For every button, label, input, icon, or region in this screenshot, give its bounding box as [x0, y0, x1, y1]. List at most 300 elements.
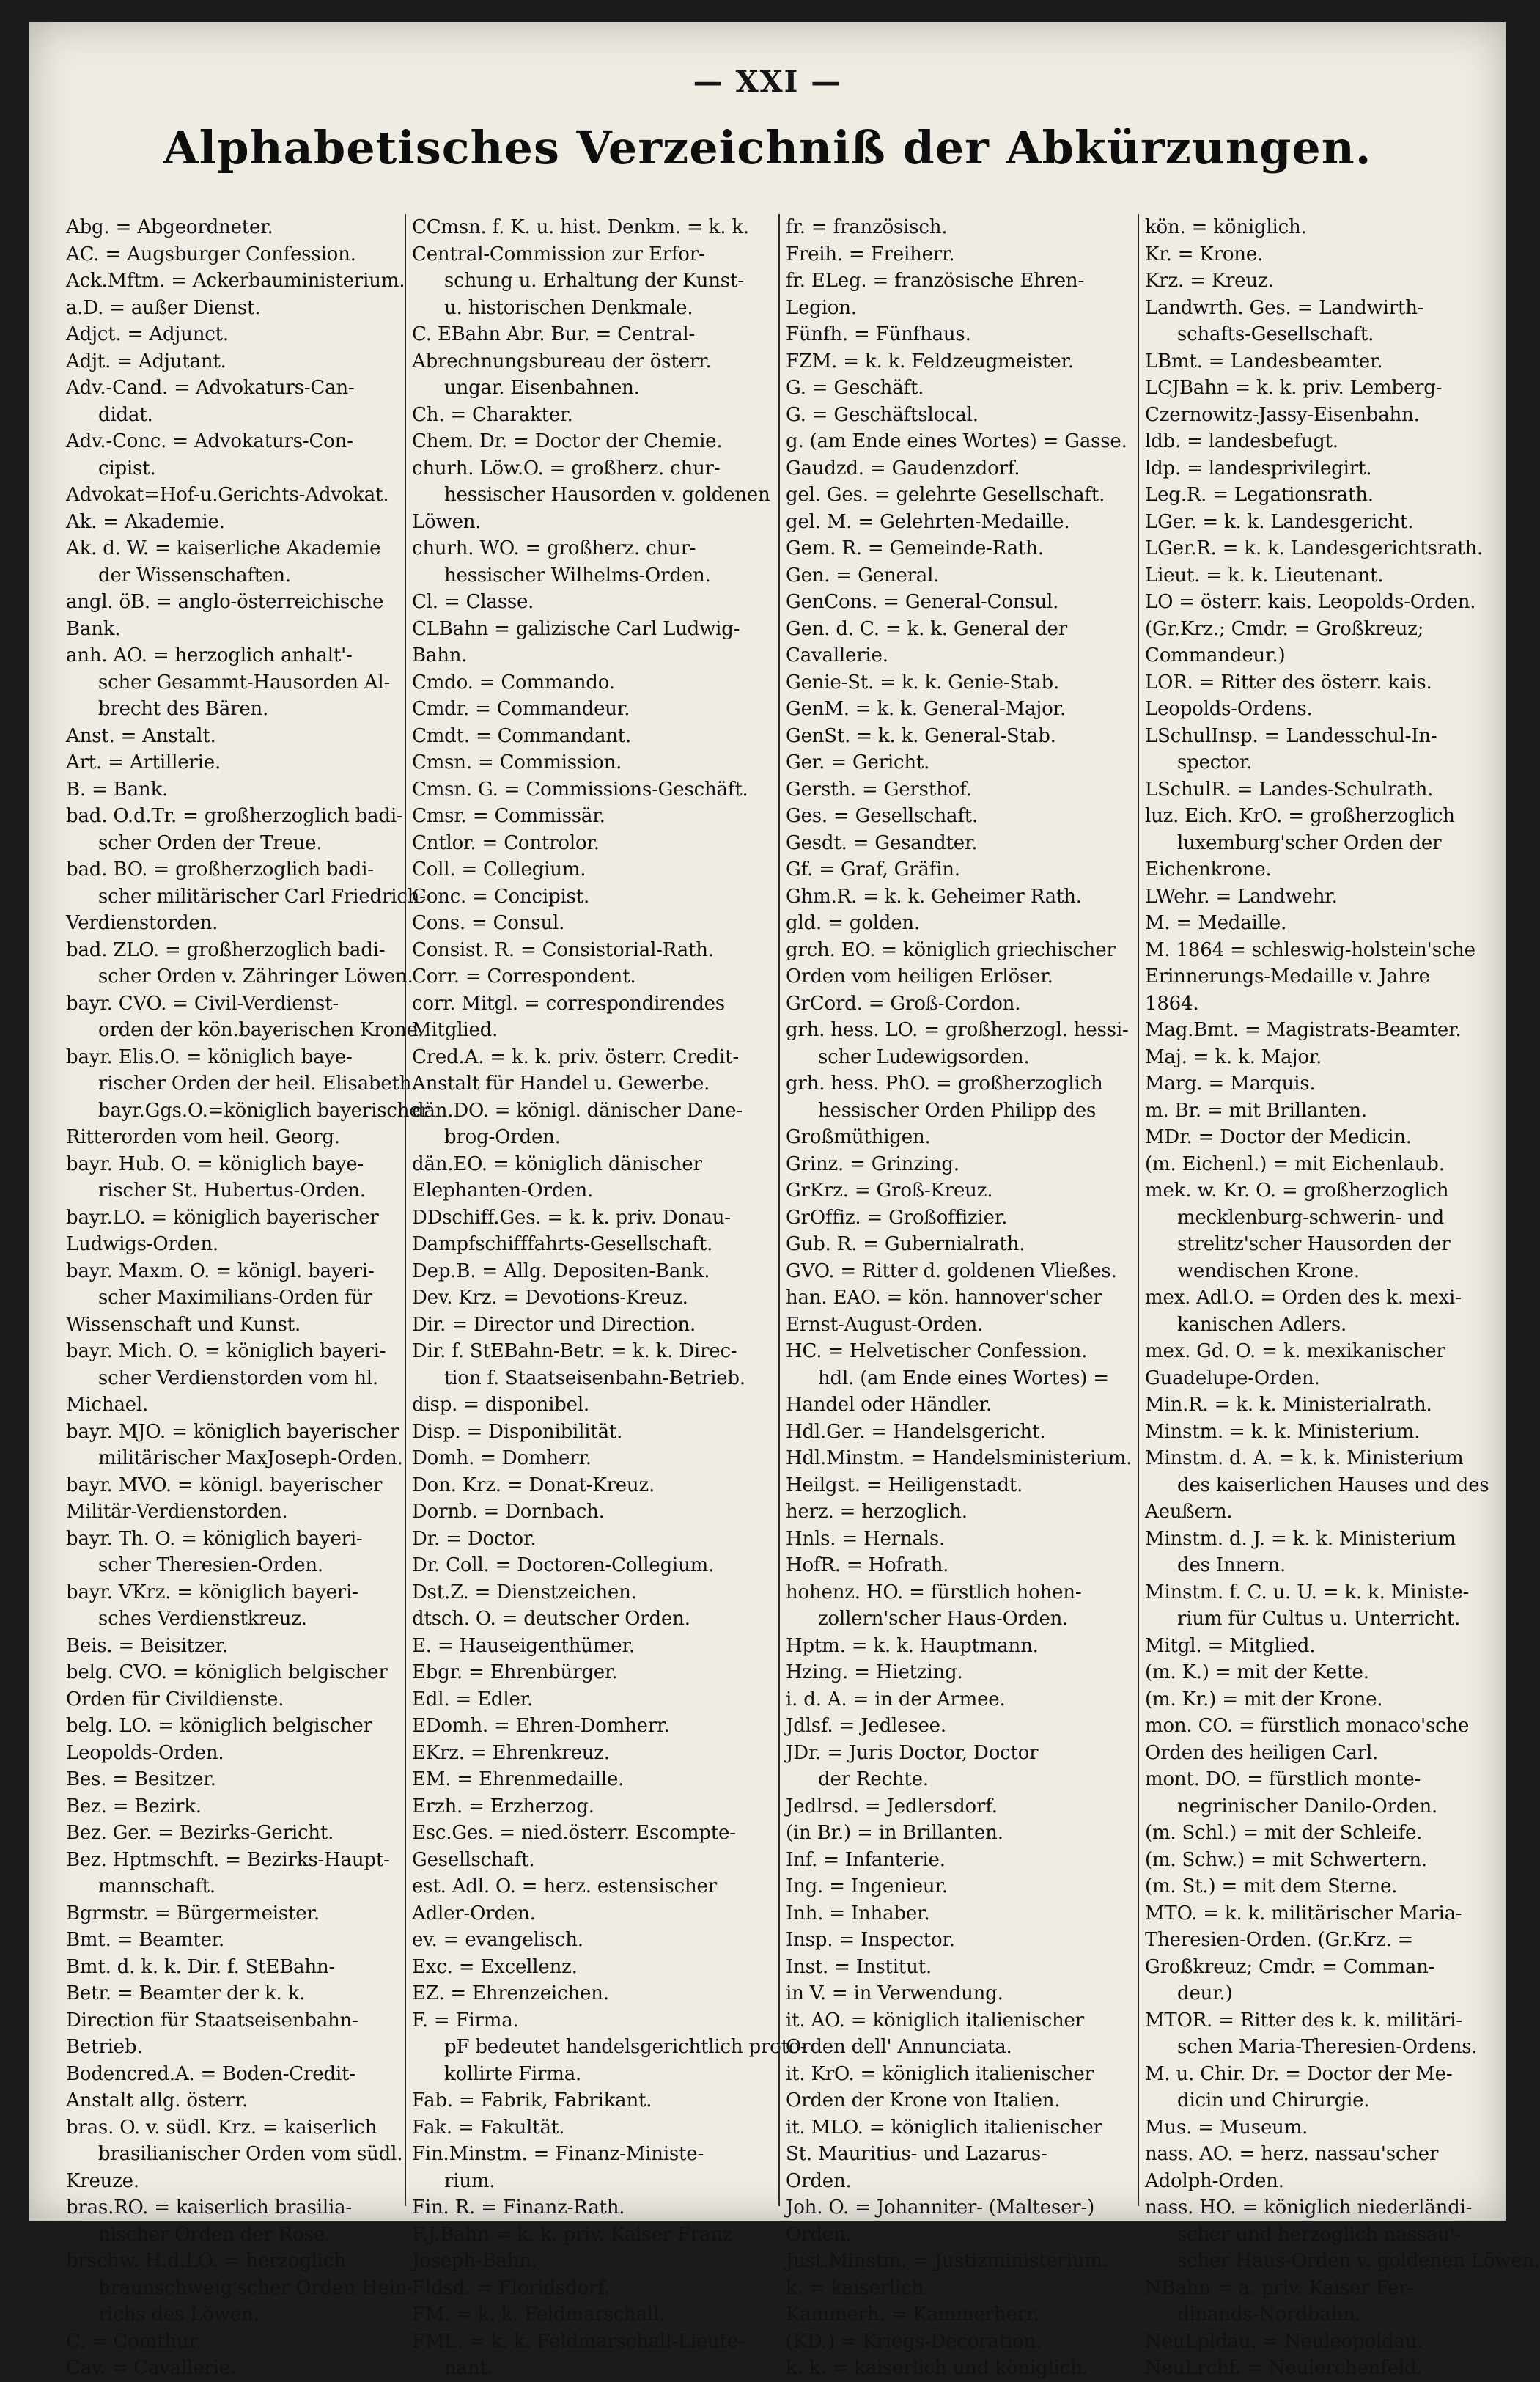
entry-line: Chem. Dr. = Doctor der Chemie. [412, 430, 723, 452]
entry-line: Inh. = Inhaber. [786, 1902, 930, 1925]
entry-line: NBahn = a. priv. Kaiser Fer- [1145, 2276, 1414, 2299]
entry-line: strelitz'scher Hausorden der [1177, 1233, 1451, 1255]
entry-line: Gaudzd. = Gaudenzdorf. [786, 457, 1020, 479]
entry-line: Gen. d. C. = k. k. General der [786, 617, 1067, 640]
entry-line: bad. O.d.Tr. = großherzoglich badi- [66, 805, 403, 827]
entry-line: Orden. [786, 2169, 852, 2192]
entry-line: churh. Löw.O. = großherz. chur- [412, 457, 721, 479]
entry-line: Cmsr. = Commissär. [412, 805, 605, 827]
entry-line: bayr. VKrz. = königlich bayeri- [66, 1581, 358, 1603]
entry-line: han. EAO. = kön. hannover'scher [786, 1287, 1102, 1309]
entry-line: Orden. [786, 2223, 852, 2246]
entry-line: Corr. = Correspondent. [412, 966, 636, 988]
entry-line: gel. M. = Gelehrten-Medaille. [786, 510, 1070, 533]
entry-line: Dev. Krz. = Devotions-Kreuz. [412, 1287, 688, 1309]
entry-line: nass. HO. = königlich niederländi- [1145, 2197, 1473, 2219]
entry-line: Krz. = Kreuz. [1145, 270, 1274, 292]
entry-line: Erzh. = Erzherzog. [412, 1795, 594, 1817]
entry-line: Dornb. = Dornbach. [412, 1501, 605, 1523]
entry-line: EZ. = Ehrenzeichen. [412, 1982, 609, 2004]
entry-line: luxemburg'scher Orden der [1177, 831, 1442, 854]
entry-line: C. EBahn Abr. Bur. = Central- [412, 323, 696, 345]
column-3 [778, 214, 1138, 2379]
entry-line: GrOffiz. = Großoffizier. [786, 1206, 1008, 1229]
entry-line: M. = Medaille. [1145, 912, 1287, 934]
entry-line: Genie-St. = k. k. Genie-Stab. [786, 671, 1060, 694]
entry-line: (m. Schl.) = mit der Schleife. [1145, 1822, 1423, 1844]
entry-line: Ch. = Charakter. [412, 403, 573, 426]
entry-line: militärischer MaxJoseph-Orden. [98, 1447, 403, 1469]
entry-line: fr. ELeg. = französische Ehren- [786, 270, 1085, 292]
entry-line: Anstalt für Handel u. Gewerbe. [412, 1073, 710, 1095]
entry-line: (Gr.Krz.; Cmdr. = Großkreuz; [1145, 617, 1424, 640]
entry-line: Czernowitz-Jassy-Eisenbahn. [1145, 403, 1420, 426]
entry-line: LGer.R. = k. k. Landesgerichtsrath. [1145, 537, 1484, 559]
entry-line: Hdl.Minstm. = Handelsministerium. [786, 1447, 1132, 1469]
entry-line: bayr. Maxm. O. = königl. bayeri- [66, 1260, 375, 1282]
entry-line: brasilianischer Orden vom südl. [98, 2143, 403, 2165]
entry-line: bayr. Th. O. = königlich bayeri- [66, 1527, 363, 1550]
entry-line: deur.) [1177, 1982, 1233, 2004]
entry-line: Bez. = Bezirk. [66, 1795, 202, 1817]
entry-line: Ghm.R. = k. k. Geheimer Rath. [786, 885, 1082, 908]
entry-line: Abg. = Abgeordneter. [66, 216, 273, 238]
entry-line: Insp. = Inspector. [786, 1929, 955, 1951]
entry-line: Gem. R. = Gemeinde-Rath. [786, 537, 1044, 559]
entry-line: Bes. = Besitzer. [66, 1768, 216, 1790]
entry-line: Großmüthigen. [786, 1126, 931, 1148]
entry-line: brog-Orden. [444, 1126, 561, 1148]
entry-line: Leg.R. = Legationsrath. [1145, 484, 1374, 506]
entry-line: mex. Adl.O. = Orden des k. mexi- [1145, 1287, 1462, 1309]
entry-line: LBmt. = Landesbeamter. [1145, 350, 1383, 372]
entry-line: scher Orden v. Zähringer Löwen. [98, 966, 413, 988]
entry-line: disp. = disponibel. [412, 1394, 589, 1416]
entry-line: Handel oder Händler. [786, 1394, 992, 1416]
entry-line: scher Haus-Orden v. goldenen Löwen. [1177, 2250, 1540, 2272]
entry-line: dän.DO. = königl. dänischer Dane- [412, 1099, 743, 1122]
entry-line: Minstm. d. A. = k. k. Ministerium [1145, 1447, 1464, 1469]
entry-line: Fak. = Fakultät. [412, 2116, 565, 2139]
entry-line: Domh. = Domherr. [412, 1447, 592, 1469]
entry-line: mex. Gd. O. = k. mexikanischer [1145, 1340, 1445, 1362]
entry-line: ev. = evangelisch. [412, 1929, 583, 1951]
entry-line: Gub. R. = Gubernialrath. [786, 1233, 1025, 1255]
entry-line: dtsch. O. = deutscher Orden. [412, 1608, 690, 1630]
entry-line: Aeußern. [1145, 1501, 1233, 1523]
entry-line: LGer. = k. k. Landesgericht. [1145, 510, 1414, 533]
entry-line: spector. [1177, 751, 1253, 773]
entry-line: bayr.LO. = königlich bayerischer [66, 1206, 379, 1229]
entry-line: in V. = in Verwendung. [786, 1982, 1003, 2004]
entry-line: Verdienstorden. [66, 912, 218, 934]
entry-line: (m. Eichenl.) = mit Eichenlaub. [1145, 1153, 1445, 1175]
entry-line: EKrz. = Ehrenkreuz. [412, 1741, 610, 1764]
entry-line: Disp. = Disponibilität. [412, 1420, 623, 1443]
entry-line: LSchulInsp. = Landesschul-In- [1145, 724, 1437, 747]
entry-line: fr. = französisch. [786, 216, 948, 238]
entry-line: luz. Eich. KrO. = großherzoglich [1145, 805, 1455, 827]
entry-line: FM. = k. k. Feldmarschall. [412, 2304, 666, 2326]
entry-line: Bahn. [412, 644, 468, 666]
entry-line: bayr. Mich. O. = königlich bayeri- [66, 1340, 386, 1362]
entry-line: HofR. = Hofrath. [786, 1554, 949, 1576]
entry-line: Gesellschaft. [412, 1848, 535, 1871]
entry-line: Adjt. = Adjutant. [66, 350, 226, 372]
entry-line: Gesdt. = Gesandter. [786, 831, 978, 854]
entry-line: GrCord. = Groß-Cordon. [786, 992, 1021, 1015]
entry-line: Minstm. d. J. = k. k. Ministerium [1145, 1527, 1456, 1550]
entry-line: Bez. Ger. = Bezirks-Gericht. [66, 1822, 334, 1844]
entry-line: bras. O. v. südl. Krz. = kaiserlich [66, 2116, 377, 2139]
entry-line: k. k. = kaiserlich und königlich. [786, 2357, 1088, 2379]
entry-line: des kaiserlichen Hauses und des [1177, 1474, 1489, 1496]
entry-line: Beis. = Beisitzer. [66, 1634, 228, 1657]
entry-line: Coll. = Collegium. [412, 859, 586, 881]
entry-line: (m. St.) = mit dem Sterne. [1145, 1875, 1398, 1897]
entry-line: i. d. A. = in der Armee. [786, 1688, 1006, 1710]
entry-line: richs des Löwen. [98, 2304, 259, 2326]
entry-line: Min.R. = k. k. Ministerialrath. [1145, 1394, 1432, 1416]
column-4 [1138, 214, 1540, 2379]
entry-line: Dir. = Director und Direction. [412, 1313, 696, 1336]
entry-line: Dep.B. = Allg. Depositen-Bank. [412, 1260, 710, 1282]
entry-line: Dst.Z. = Dienstzeichen. [412, 1581, 637, 1603]
entry-line: Cons. = Consul. [412, 912, 565, 934]
entry-line: corr. Mitgl. = correspondirendes [412, 992, 726, 1015]
entry-line: Ebgr. = Ehrenbürger. [412, 1661, 618, 1683]
entry-line: Anstalt allg. österr. [66, 2089, 248, 2111]
entry-line: brecht des Bären. [98, 698, 269, 720]
entry-line: Orden für Civildienste. [66, 1688, 284, 1710]
entry-line: der Wissenschaften. [98, 564, 291, 587]
entry-line: bayr. MJO. = königlich bayerischer [66, 1420, 399, 1443]
entry-line: Erinnerungs-Medaille v. Jahre [1145, 966, 1430, 988]
entry-line: Inst. = Institut. [786, 1955, 932, 1978]
entry-line: a.D. = außer Dienst. [66, 296, 261, 319]
entry-line: (m. Kr.) = mit der Krone. [1145, 1688, 1383, 1710]
entry-line: didat. [98, 403, 153, 426]
entry-line: Hzing. = Hietzing. [786, 1661, 963, 1683]
entry-line: Joh. O. = Johanniter- (Malteser-) [786, 2197, 1095, 2219]
entry-line: Bodencred.A. = Boden-Credit- [66, 2062, 355, 2085]
entry-line: gld. = golden. [786, 912, 921, 934]
entry-line: Bgrmstr. = Bürgermeister. [66, 1902, 320, 1925]
entry-line: grh. hess. PhO. = großherzoglich [786, 1073, 1103, 1095]
entry-line: des Innern. [1177, 1554, 1286, 1576]
entry-line: bad. ZLO. = großherzoglich badi- [66, 938, 386, 961]
entry-line: EDomh. = Ehren-Domherr. [412, 1715, 670, 1737]
entry-line: belg. CVO. = königlich belgischer [66, 1661, 388, 1683]
entry-line: Orden vom heiligen Erlöser. [786, 966, 1053, 988]
entry-line: Cmsn. G. = Commissions-Geschäft. [412, 778, 748, 801]
entry-line: ldp. = landesprivilegirt. [1145, 457, 1372, 479]
entry-line: nischer Orden der Rose. [98, 2223, 331, 2246]
entry-line: it. KrO. = königlich italienischer [786, 2062, 1094, 2085]
entry-line: Orden dell' Annunciata. [786, 2036, 1012, 2058]
entry-line: Orden der Krone von Italien. [786, 2089, 1061, 2111]
entry-line: Fin. R. = Finanz-Rath. [412, 2197, 625, 2219]
entry-line: Ak. d. W. = kaiserliche Akademie [66, 537, 381, 559]
entry-line: schung u. Erhaltung der Kunst- [444, 270, 744, 292]
entry-line: schen Maria-Theresien-Ordens. [1177, 2036, 1478, 2058]
entry-line: LO = österr. kais. Leopolds-Orden. [1145, 591, 1476, 613]
entry-line: scher Gesammt-Hausorden Al- [98, 671, 391, 694]
entry-line: kanischen Adlers. [1177, 1313, 1347, 1336]
page-number: — XXI — [693, 65, 842, 99]
entry-line: F. = Firma. [412, 2009, 519, 2032]
entry-line: Abrechnungsbureau der österr. [412, 350, 712, 372]
entry-line: Direction für Staatseisenbahn- [66, 2009, 358, 2032]
entry-line: Dampfschifffahrts-Gesellschaft. [412, 1233, 713, 1255]
entry-line: mon. CO. = fürstlich monaco'sche [1145, 1715, 1470, 1737]
entry-line: bayr. Elis.O. = königlich baye- [66, 1045, 353, 1068]
entry-line: Consist. R. = Consistorial-Rath. [412, 938, 714, 961]
entry-line: est. Adl. O. = herz. estensischer [412, 1875, 717, 1897]
column-1 [60, 214, 430, 2379]
entry-line: kollirte Firma. [444, 2062, 582, 2085]
entry-line: dinands-Nordbahn. [1177, 2304, 1361, 2326]
entry-line: Adv.-Cand. = Advokaturs-Can- [66, 377, 355, 399]
entry-line: Conc. = Concipist. [412, 885, 590, 908]
entry-line: grh. hess. LO. = großherzogl. hessi- [786, 1019, 1129, 1041]
entry-line: (m. K.) = mit der Kette. [1145, 1661, 1369, 1683]
entry-line: GenM. = k. k. General-Major. [786, 698, 1066, 720]
entry-line: Kr. = Krone. [1145, 243, 1264, 265]
entry-line: schafts-Gesellschaft. [1177, 323, 1374, 345]
entry-line: Mitglied. [412, 1019, 498, 1041]
entry-line: Elephanten-Orden. [412, 1180, 594, 1202]
entry-line: Guadelupe-Orden. [1145, 1367, 1320, 1389]
entry-line: Exc. = Excellenz. [412, 1955, 578, 1978]
entry-line: mecklenburg-schwerin- und [1177, 1206, 1445, 1229]
entry-line: Mag.Bmt. = Magistrats-Beamter. [1145, 1019, 1462, 1041]
entry-line: Anst. = Anstalt. [66, 724, 216, 747]
page-title: Alphabetisches Verzeichniß der Abkürzungen. [163, 121, 1372, 174]
entry-line: rischer St. Hubertus-Orden. [98, 1180, 366, 1202]
entry-line: bayr.Ggs.O.=königlich bayerischer [98, 1099, 430, 1122]
entry-line: Cavallerie. [786, 644, 888, 666]
entry-line: Ack.Mftm. = Ackerbauministerium. [66, 270, 405, 292]
entry-line: Hnls. = Hernals. [786, 1527, 946, 1550]
entry-line: Ger. = Gericht. [786, 751, 930, 773]
entry-line: Minstm. = k. k. Ministerium. [1145, 1420, 1421, 1443]
entry-line: Jdlsf. = Jedlesee. [786, 1715, 946, 1737]
entry-line: bayr. Hub. O. = königlich baye- [66, 1153, 364, 1175]
entry-line: gel. Ges. = gelehrte Gesellschaft. [786, 484, 1105, 506]
entry-line: rischer Orden der heil. Elisabeth. [98, 1073, 418, 1095]
entry-line: scher militärischer Carl Friedrich- [98, 885, 426, 908]
entry-line: scher Ludewigsorden. [818, 1045, 1030, 1068]
entry-line: Esc.Ges. = nied.österr. Escompte- [412, 1822, 736, 1844]
entry-line: Cl. = Classe. [412, 591, 534, 613]
entry-line: Kreuze. [66, 2169, 139, 2192]
entry-line: brschw. H.d.LO. = herzoglich [66, 2250, 346, 2272]
entry-line: Adolph-Orden. [1145, 2169, 1284, 2192]
entry-line: Wissenschaft und Kunst. [66, 1313, 301, 1336]
entry-line: Minstm. f. C. u. U. = k. k. Ministe- [1145, 1581, 1470, 1603]
entry-line: Michael. [66, 1394, 149, 1416]
entry-line: Don. Krz. = Donat-Kreuz. [412, 1474, 655, 1496]
entry-line: hohenz. HO. = fürstlich hohen- [786, 1581, 1082, 1603]
entry-line: hessischer Orden Philipp des [818, 1099, 1097, 1122]
abbreviation-columns [60, 214, 1540, 2379]
entry-line: dän.EO. = königlich dänischer [412, 1153, 702, 1175]
entry-line: Freih. = Freiherr. [786, 243, 955, 265]
entry-line: Landwrth. Ges. = Landwirth- [1145, 296, 1424, 319]
entry-line: Mus. = Museum. [1145, 2116, 1308, 2139]
entry-line: it. MLO. = königlich italienischer [786, 2116, 1102, 2139]
entry-line: Adjct. = Adjunct. [66, 323, 229, 345]
entry-line: orden der kön.bayerischen Krone. [98, 1019, 424, 1041]
entry-line: DDschiff.Ges. = k. k. priv. Donau- [412, 1206, 731, 1229]
entry-line: rium für Cultus u. Unterricht. [1177, 1608, 1461, 1630]
entry-line: LOR. = Ritter des österr. kais. [1145, 671, 1432, 694]
entry-line: Heilgst. = Heiligenstadt. [786, 1474, 1023, 1496]
entry-line: bras.RO. = kaiserlich brasilia- [66, 2197, 353, 2219]
entry-line: cipist. [98, 457, 156, 479]
entry-line: G. = Geschäftslocal. [786, 403, 979, 426]
entry-line: Edl. = Edler. [412, 1688, 534, 1710]
entry-line: braunschweig'scher Orden Hein- [98, 2276, 413, 2299]
entry-line: Gersth. = Gersthof. [786, 778, 972, 801]
entry-line: Cmsn. = Commission. [412, 751, 622, 773]
entry-line: nass. AO. = herz. nassau'scher [1145, 2143, 1439, 2165]
entry-line: GenCons. = General-Consul. [786, 591, 1059, 613]
entry-line: Orden des heiligen Carl. [1145, 1741, 1379, 1764]
entry-line: m. Br. = mit Brillanten. [1145, 1099, 1367, 1122]
entry-line: Theresien-Orden. (Gr.Krz. = [1145, 1929, 1414, 1951]
entry-line: angl. öB. = anglo-österreichische [66, 591, 384, 613]
entry-line: Just.Minstm. = Justizministerium. [786, 2250, 1108, 2272]
entry-line: E. = Hauseigenthümer. [412, 1634, 635, 1657]
entry-line: hdl. (am Ende eines Wortes) = [818, 1367, 1109, 1389]
entry-line: negrinischer Danilo-Orden. [1177, 1795, 1438, 1817]
entry-line: Ing. = Ingenieur. [786, 1875, 948, 1897]
entry-line: g. (am Ende eines Wortes) = Gasse. [786, 430, 1127, 452]
entry-line: Cav. = Cavallerie. [66, 2357, 236, 2379]
entry-line: Ak. = Akademie. [66, 510, 225, 533]
entry-line: churh. WO. = großherz. chur- [412, 537, 696, 559]
entry-line: Ges. = Gesellschaft. [786, 805, 979, 827]
entry-line: Cntlor. = Controlor. [412, 831, 600, 854]
entry-line: FML. = k. k. Feldmarschall-Lieute- [412, 2330, 745, 2353]
entry-line: LCJBahn = k. k. priv. Lemberg- [1145, 377, 1443, 399]
entry-line: Cmdt. = Commandant. [412, 724, 632, 747]
entry-line: Großkreuz; Cmdr. = Comman- [1145, 1955, 1435, 1978]
entry-line: Fin.Minstm. = Finanz-Ministe- [412, 2143, 704, 2165]
entry-line: (in Br.) = in Brillanten. [786, 1822, 1003, 1844]
entry-line: LWehr. = Landwehr. [1145, 885, 1338, 908]
entry-line: Fab. = Fabrik, Fabrikant. [412, 2089, 652, 2111]
entry-line: Jedlrsd. = Jedlersdorf. [786, 1795, 998, 1817]
entry-line: Legion. [786, 296, 857, 319]
entry-line: Adler-Orden. [412, 1902, 536, 1925]
entry-line: Eichenkrone. [1145, 859, 1272, 881]
page [29, 22, 1540, 2379]
entry-line: Cred.A. = k. k. priv. österr. Credit- [412, 1045, 739, 1068]
entry-line: Dir. f. StEBahn-Betr. = k. k. Direc- [412, 1340, 737, 1362]
entry-line: scher Orden der Treue. [98, 831, 323, 854]
entry-line: JDr. = Juris Doctor, Doctor [786, 1741, 1039, 1764]
column-2 [405, 214, 806, 2379]
entry-line: scher Theresien-Orden. [98, 1554, 323, 1576]
entry-line: Militär-Verdienstorden. [66, 1501, 288, 1523]
entry-line: EM. = Ehrenmedaille. [412, 1768, 625, 1790]
entry-line: Dr. Coll. = Doctoren-Collegium. [412, 1554, 715, 1576]
entry-line: GrKrz. = Groß-Kreuz. [786, 1180, 993, 1202]
entry-line: Fldsd. = Floridsdorf. [412, 2276, 610, 2299]
entry-line: 1864. [1145, 992, 1199, 1015]
entry-line: ungar. Eisenbahnen. [444, 377, 640, 399]
entry-line: der Rechte. [818, 1768, 929, 1790]
entry-line: Dr. = Doctor. [412, 1527, 537, 1550]
entry-line: pF bedeutet handelsgerichtlich proto- [444, 2036, 806, 2058]
entry-line: bad. BO. = großherzoglich badi- [66, 859, 374, 881]
entry-line: mont. DO. = fürstlich monte- [1145, 1768, 1421, 1790]
entry-line: G. = Geschäft. [786, 377, 924, 399]
entry-line: HC. = Helvetischer Confession. [786, 1340, 1088, 1362]
entry-line: Löwen. [412, 510, 482, 533]
entry-line: k. = kaiserlich. [786, 2276, 930, 2299]
entry-line: FZM. = k. k. Feldzeugmeister. [786, 350, 1074, 372]
entry-line: (m. Schw.) = mit Schwertern. [1145, 1848, 1427, 1871]
entry-line: Mitgl. = Mitglied. [1145, 1634, 1316, 1657]
entry-line: Inf. = Infanterie. [786, 1848, 946, 1871]
entry-line: Maj. = k. k. Major. [1145, 1045, 1322, 1068]
entry-line: hessischer Wilhelms-Orden. [444, 564, 711, 587]
entry-line: Fünfh. = Fünfhaus. [786, 323, 971, 345]
entry-line: zollern'scher Haus-Orden. [818, 1608, 1069, 1630]
entry-line: wendischen Krone. [1177, 1260, 1360, 1282]
entry-line: AC. = Augsburger Confession. [66, 243, 356, 265]
entry-line: Marg. = Marquis. [1145, 1073, 1316, 1095]
entry-line: NeuLpldau. = Neuleopoldau. [1145, 2330, 1423, 2353]
entry-line: Art. = Artillerie. [66, 751, 221, 773]
entry-line: scher Verdienstorden vom hl. [98, 1367, 378, 1389]
entry-line: u. historischen Denkmale. [444, 296, 693, 319]
entry-line: Gen. = General. [786, 564, 940, 587]
entry-line: Advokat=Hof-u.Gerichts-Advokat. [66, 484, 389, 506]
entry-line: sches Verdienstkreuz. [98, 1608, 307, 1630]
entry-line: B. = Bank. [66, 778, 169, 801]
entry-line: Central-Commission zur Erfor- [412, 243, 705, 265]
entry-line: GenSt. = k. k. General-Stab. [786, 724, 1056, 747]
entry-line: M. u. Chir. Dr. = Doctor der Me- [1145, 2062, 1453, 2085]
entry-line: Ritterorden vom heil. Georg. [66, 1126, 340, 1148]
entry-line: grch. EO. = königlich griechischer [786, 938, 1116, 961]
entry-line: St. Mauritius- und Lazarus- [786, 2143, 1047, 2165]
entry-line: Gf. = Graf, Gräfin. [786, 859, 960, 881]
entry-line: Hdl.Ger. = Handelsgericht. [786, 1420, 1046, 1443]
entry-line: CCmsn. f. K. u. hist. Denkm. = k. k. [412, 216, 749, 238]
entry-line: herz. = herzoglich. [786, 1501, 968, 1523]
entry-line: Commandeur.) [1145, 644, 1286, 666]
entry-line: MDr. = Doctor der Medicin. [1145, 1126, 1412, 1148]
entry-line: Bez. Hptmschft. = Bezirks-Haupt- [66, 1848, 390, 1871]
entry-line: Bmt. d. k. k. Dir. f. StEBahn- [66, 1955, 336, 1978]
entry-line: Cmdr. = Commandeur. [412, 698, 630, 720]
entry-line: LSchulR. = Landes-Schulrath. [1145, 778, 1434, 801]
entry-line: Adv.-Conc. = Advokaturs-Con- [66, 430, 353, 452]
entry-line: anh. AO. = herzoglich anhalt'- [66, 644, 353, 666]
entry-line: mannschaft. [98, 1875, 215, 1897]
entry-line: Leopolds-Orden. [66, 1741, 224, 1764]
entry-line: nant. [444, 2357, 493, 2379]
entry-line: Betrieb. [66, 2036, 143, 2058]
entry-line: scher Maximilians-Orden für [98, 1287, 372, 1309]
entry-line: MTO. = k. k. militärischer Maria- [1145, 1902, 1462, 1925]
